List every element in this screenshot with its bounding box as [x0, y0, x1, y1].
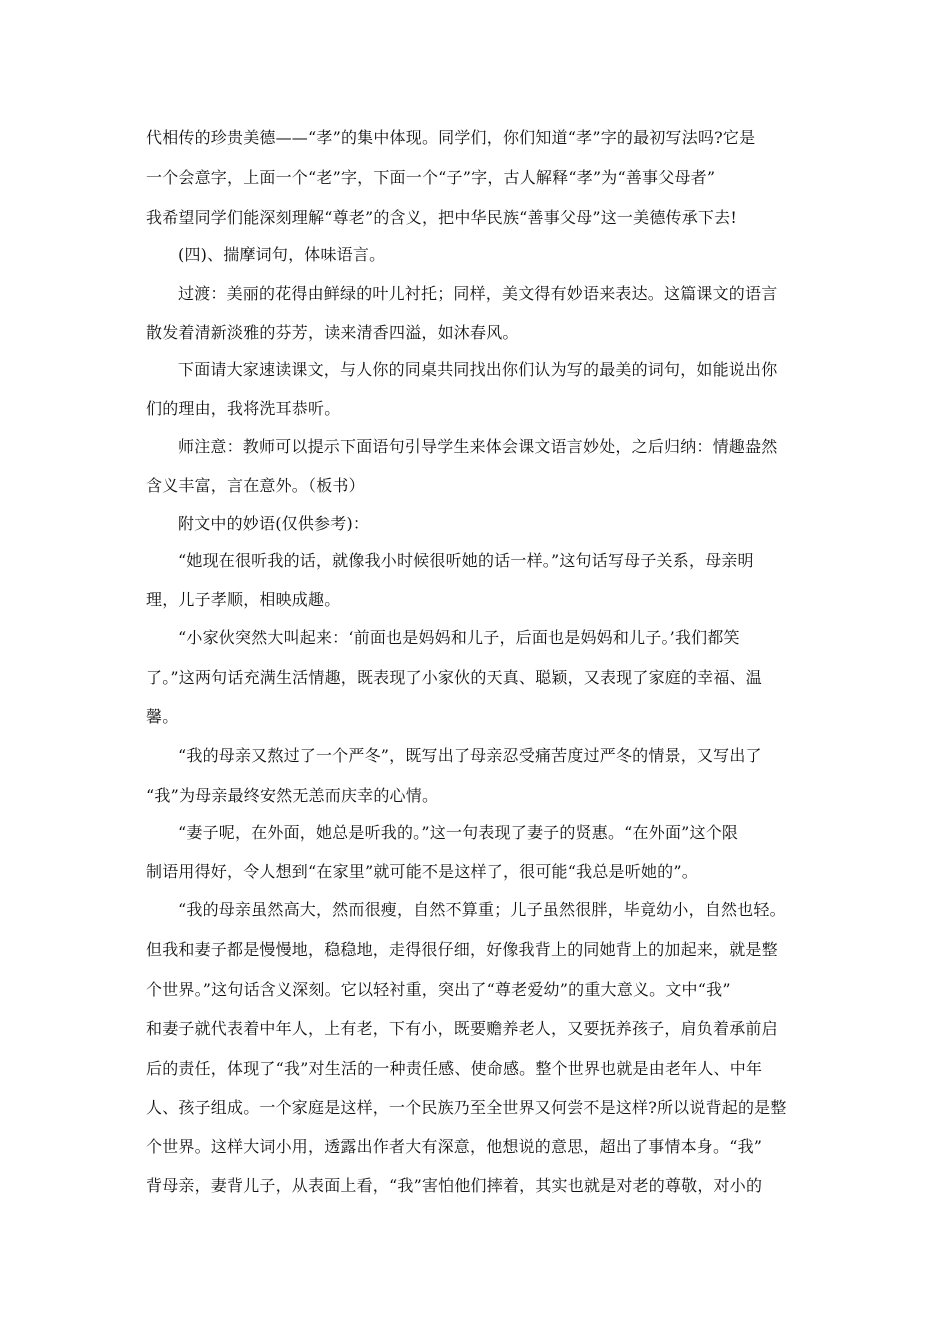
text-line: 过渡：美丽的花得由鲜绿的叶儿衬托；同样，美文得有妙语来表达。这篇课文的语言 [178, 284, 778, 303]
text-line: “我”为母亲最终安然无恙而庆幸的心情。 [146, 786, 439, 805]
text-line: 理，儿子孝顺，相映成趣。 [146, 590, 341, 609]
text-line: 含义丰富，言在意外。（板书） [146, 476, 365, 495]
text-line: 和妻子就代表着中年人，上有老，下有小，既要赡养老人，又要抚养孩子，肩负着承前启 [146, 1019, 778, 1038]
text-line: 馨。 [146, 707, 179, 726]
text-line: “她现在很听我的话，就像我小时候很听她的话一样。”这句话写母子关系，母亲明 [178, 551, 754, 570]
text-line: 下面请大家速读课文，与人你的同桌共同找出你们认为写的最美的词句，如能说出你 [178, 360, 778, 379]
text-line: 一个会意字，上面一个“老”字，下面一个“子”字，古人解释“孝”为“善事父母者” [146, 168, 716, 187]
text-line: 散发着清新淡雅的芬芳，读来清香四溢，如沐春风。 [146, 323, 519, 342]
text-line: 师注意：教师可以提示下面语句引导学生来体会课文语言妙处，之后归纳：情趣盎然 [178, 437, 778, 456]
text-line: “我的母亲又熬过了一个严冬”，既写出了母亲忍受痛苦度过严冬的情景，又写出了 [178, 746, 762, 765]
text-line: 了。”这两句话充满生活情趣，既表现了小家伙的天真、聪颖，又表现了家庭的幸福、温 [146, 668, 762, 687]
text-line: 后的责任，体现了“我”对生活的一种责任感、使命感。整个世界也就是由老年人、中年 [146, 1059, 763, 1078]
text-line: 们的理由，我将洗耳恭听。 [146, 399, 341, 418]
text-line: 人、孩子组成。一个家庭是这样，一个民族乃至全世界又何尝不是这样?所以说背起的是整 [146, 1098, 787, 1117]
text-line: 个世界。”这句话含义深刻。它以轻衬重，突出了“尊老爱幼”的重大意义。文中“我” [146, 980, 731, 999]
text-line: 附文中的妙语(仅供参考)： [178, 514, 370, 533]
text-line: 我希望同学们能深刻理解“尊老”的含义，把中华民族“善事父母”这一美德传承下去! [146, 208, 737, 227]
text-line: “我的母亲虽然高大，然而很瘦，自然不算重；儿子虽然很胖，毕竟幼小，自然也轻。 [178, 900, 786, 919]
text-line: 代相传的珍贵美德——“孝”的集中体现。同学们，你们知道“孝”字的最初写法吗?它是 [146, 128, 756, 147]
text-line: 背母亲，妻背儿子，从表面上看，“我”害怕他们摔着，其实也就是对老的尊敬，对小的 [146, 1176, 763, 1195]
section-heading: (四)、揣摩词句，体味语言。 [178, 245, 386, 264]
text-line: 制语用得好，令人想到“在家里”就可能不是这样了，很可能“我总是听她的”。 [146, 862, 698, 881]
text-line: “妻子呢，在外面，她总是听我的。”这一句表现了妻子的贤惠。“在外面”这个限 [178, 823, 739, 842]
text-line: 个世界。这样大词小用，透露出作者大有深意，他想说的意思，超出了事情本身。“我” [146, 1137, 763, 1156]
text-line: “小家伙突然大叫起来：‘前面也是妈妈和儿子，后面也是妈妈和儿子。’我们都笑 [178, 628, 740, 647]
text-line: 但我和妻子都是慢慢地，稳稳地，走得很仔细，好像我背上的同她背上的加起来，就是整 [146, 940, 778, 959]
